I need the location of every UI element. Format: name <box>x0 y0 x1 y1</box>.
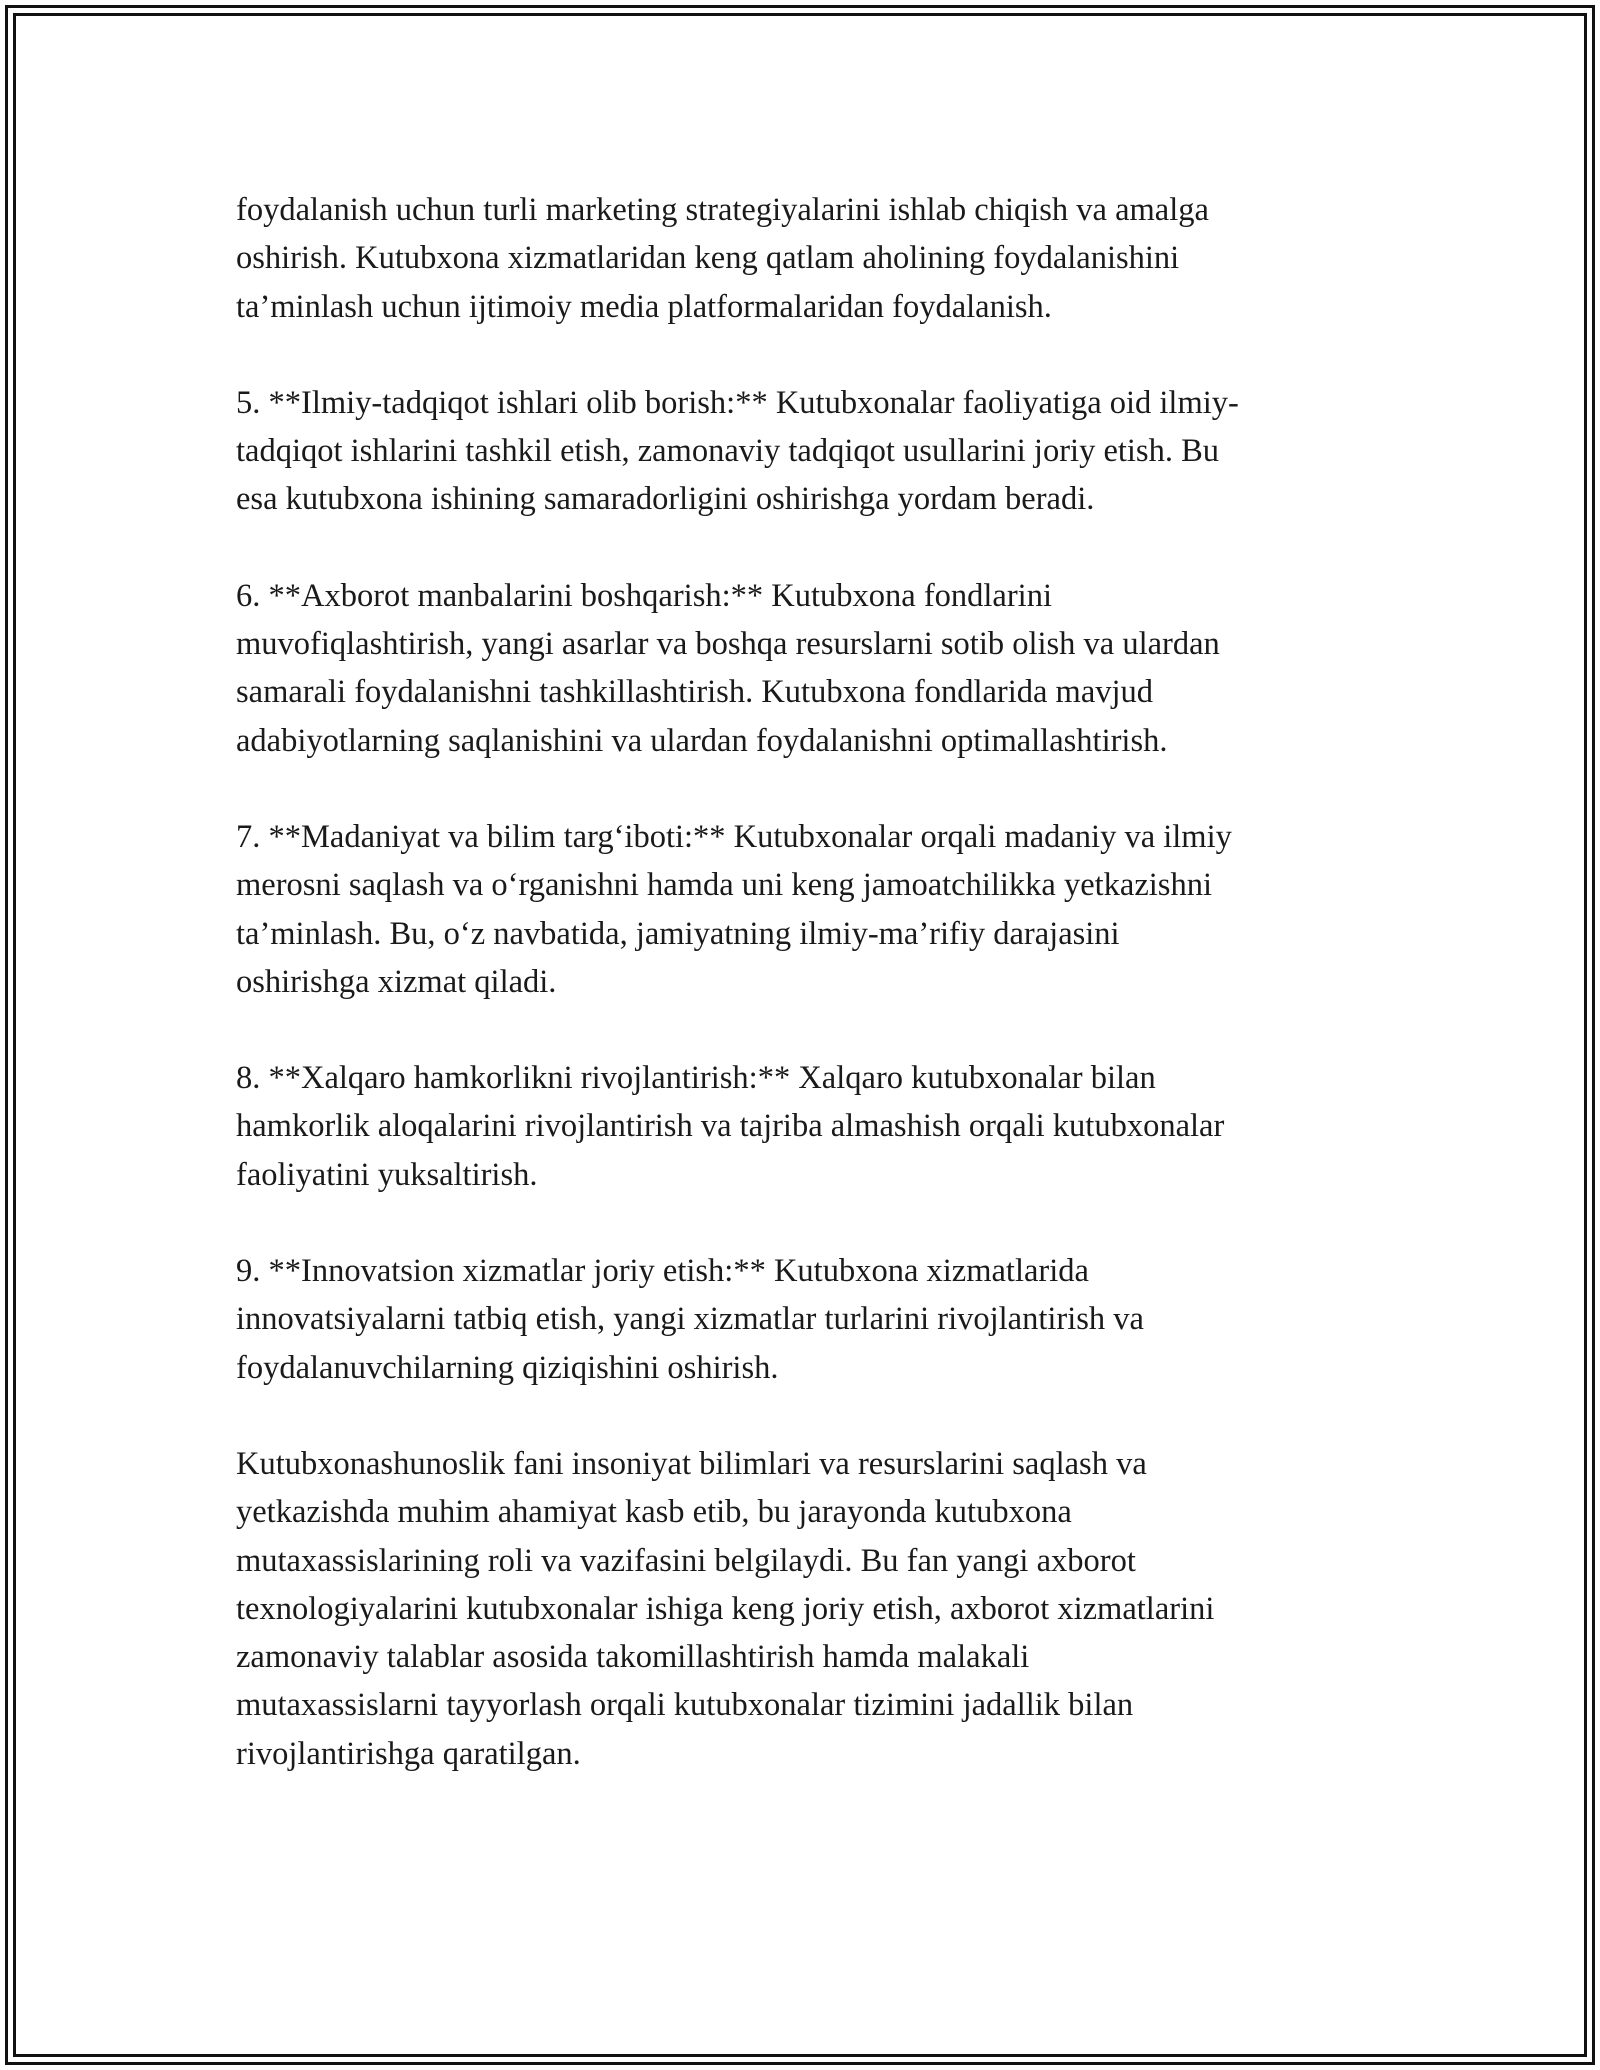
paragraph-item-5-research: 5. **Ilmiy-tadqiqot ishlari olib borish:** Kutubxonalar faoliyatiga oid ilmiy- tadqiqot ishlarini tashkil etish, zamonaviy tadqiqot usullarini joriy etish. Bu esa kutubxona ishining samaradorligini oshirishga yordam beradi. <box>236 384 1239 518</box>
paragraph-item-6-information-resources: 6. **Axborot manbalarini boshqarish:** Kutubxona fondlarini muvofiqlashtirish, yangi asarlar va boshqa resurslarni sotib olish va ulardan samarali foydalanishni tashkillashtirish. Kutubxona fondlarida mavjud adabiyotlarning saqlanishini va ulardan foydalanishni optimallashtirish. <box>236 577 1220 759</box>
paragraph-item-9-innovative-services: 9. **Innovatsion xizmatlar joriy etish:** Kutubxona xizmatlarida innovatsiyalarni tatbiq etish, yangi xizmatlar turlarini rivojlantirish va foydalanuvchilarning qiziqishini oshirish. <box>236 1253 1144 1386</box>
paragraph-conclusion: Kutubxonashunoslik fani insoniyat bilimlari va resurslarini saqlash va yetkazishda muhim ahamiyat kasb etib, bu jarayonda kutubxona mutaxassislarining roli va vazifasini belgilaydi. Bu fan yangi axborot texnologiyalarini kutubxonalar ishiga keng joriy etish, axborot xizmatlarini zamonaviy talablar asosida takomillashtirish hamda malakali mutaxassislarni tayyorlash orqali kutubxonalar tizimini jadallik bilan rivojlantirishga qaratilgan. <box>236 1445 1215 1772</box>
paragraph-item-8-international-cooperation: 8. **Xalqaro hamkorlikni rivojlantirish:** Xalqaro kutubxonalar bilan hamkorlik aloqalarini rivojlantirish va tajriba almashish orqali kutubxonalar faoliyatini yuksaltirish. <box>236 1060 1225 1193</box>
document-body <box>236 186 1376 1826</box>
paragraph-intro-continuation: foydalanish uchun turli marketing strategiyalarini ishlab chiqish va amalga oshirish. Kutubxona xizmatlaridan keng qatlam aholining foydalanishini ta’minlash uchun ijtimoiy media platformalaridan foydalanish. <box>236 192 1209 325</box>
paragraph-item-7-culture-knowledge: 7. **Madaniyat va bilim targ‘iboti:** Kutubxonalar orqali madaniy va ilmiy merosni saqlash va o‘rganishni hamda uni keng jamoatchilikka yetkazishni ta’minlash. Bu, o‘z navbatida, jamiyatning ilmiy-ma’rifiy darajasini oshirishga xizmat qiladi. <box>236 818 1232 1000</box>
